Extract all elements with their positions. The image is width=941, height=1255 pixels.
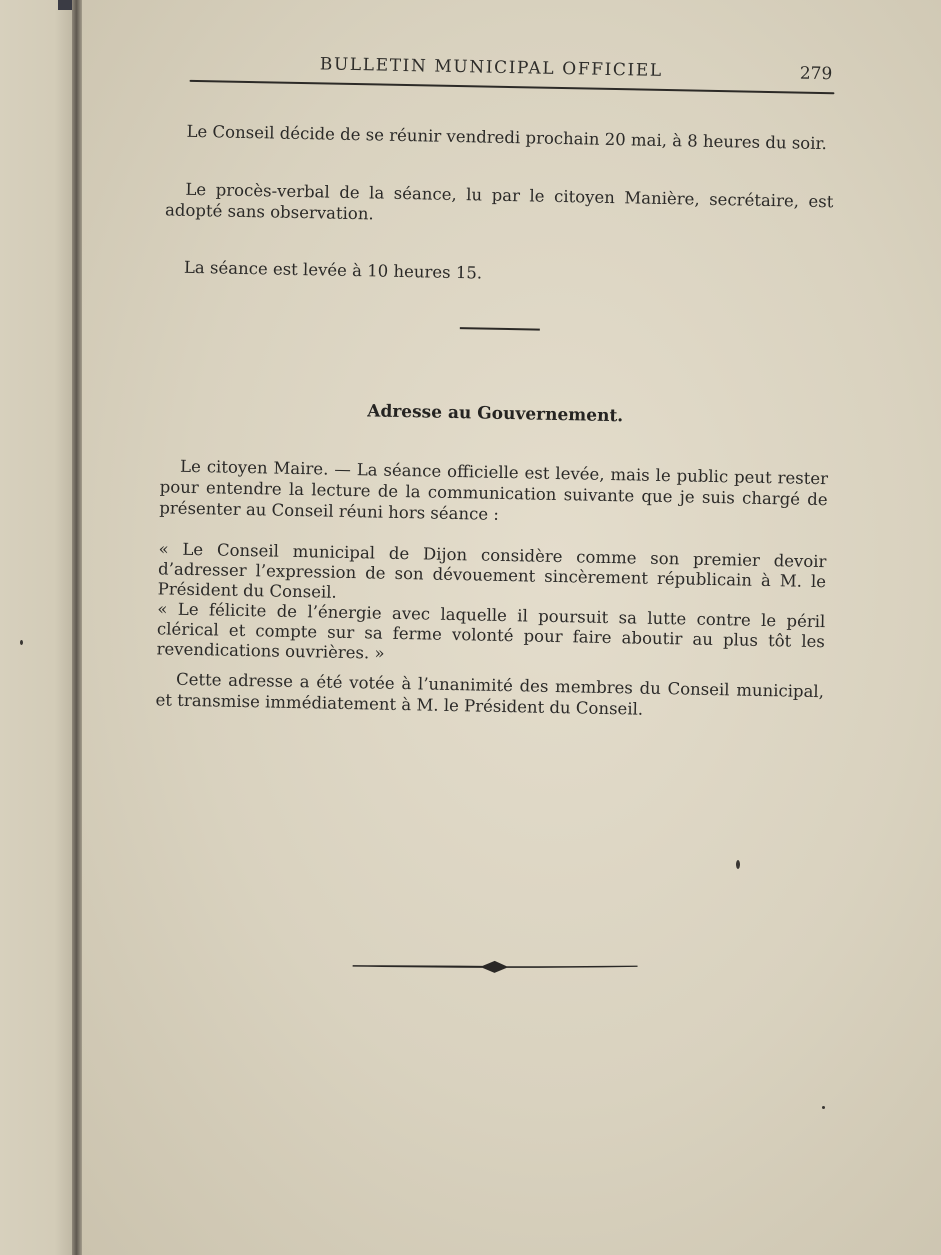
page-number: 279	[799, 63, 833, 85]
separator-rule	[460, 327, 540, 331]
paragraph-minutes	[165, 178, 834, 233]
quote-paragraph-1: « Le Conseil municipal de Dijon considère comme son premier devoir d’adresser l’expression de son dévouement sincèrement républicain à M. le Président du Conseil.	[157, 539, 827, 602]
paragraph-text: Le Conseil décide de se réunir vendredi prochain 20 mai, à 8 heures du soir.	[186, 121, 827, 154]
paragraph-text: Cette adresse a été votée à l’unanimité des membres du Conseil municipal, et transmise immédiatement à M. le Président du Conseil.	[155, 669, 825, 719]
paragraph-text: Le procès-verbal de la séance, lu par le citoyen Manière, secrétaire, est adopté sans observation.	[164, 179, 834, 224]
paragraph-text: Le citoyen Maire. — La séance officielle est levée, mais le public peut rester pour entendre la lecture de la communication suivante que je suis chargé de présenter au Conseil réuni hors séance :	[159, 456, 829, 524]
paragraph-text: La séance est levée à 10 heures 15.	[183, 257, 483, 283]
paragraph-closing	[155, 668, 824, 723]
quote-paragraph-2: « Le félicite de l’énergie avec laquelle il poursuit sa lutte contre le péril clérical et compte sur sa ferme volonté pour faire aboutir au plus tôt les revendications ouvrières. »	[156, 599, 826, 663]
paragraph-meeting-date	[166, 120, 834, 154]
end-ornament-icon	[352, 955, 637, 980]
paragraph-intro	[159, 455, 828, 531]
page-content	[57, 0, 941, 1255]
header-rule	[190, 80, 835, 94]
paper-speck	[20, 640, 23, 645]
right-page	[80, 0, 941, 1255]
section-title: Adresse au Gouvernement.	[367, 401, 624, 427]
running-title: BULLETIN MUNICIPAL OFFICIEL	[319, 54, 663, 81]
paragraph-adjourn	[164, 256, 832, 290]
book-gutter	[72, 0, 82, 1255]
quoted-address	[156, 539, 826, 672]
paper-speck	[822, 1106, 825, 1109]
paper-speck	[736, 860, 740, 869]
